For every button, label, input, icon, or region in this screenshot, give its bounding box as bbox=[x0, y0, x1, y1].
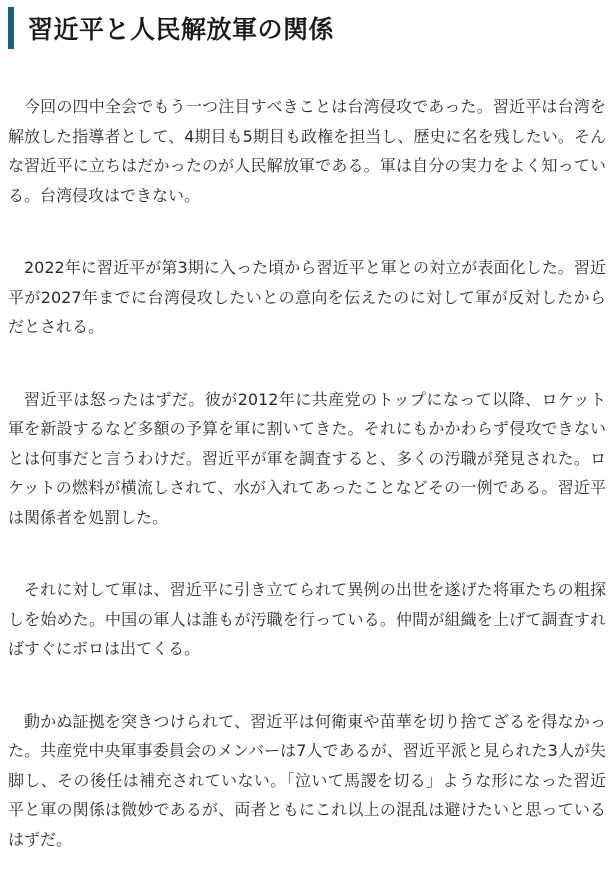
paragraph-4: それに対して軍は、習近平に引き立てられて異例の出世を遂げた将軍たちの粗探しを始めた。中国の軍人は誰もが汚職を行っている。仲間が組織を上げて調査すればすぐにボロは出てくる。 bbox=[8, 580, 606, 658]
paragraph-2: 2022年に習近平が第3期に入った頃から習近平と軍との対立が表面化した。習近平が2027年までに台湾侵攻したいとの意向を伝えたのに対して軍が反対したからだとされる。 bbox=[8, 258, 606, 336]
article-body bbox=[8, 92, 606, 854]
section-heading bbox=[8, 6, 606, 50]
paragraph-5: 動かぬ証拠を突きつけられて、習近平は何衛東や苗華を切り捨てざるを得なかった。共産党中央軍事委員会のメンバーは7人であるが、習近平派と見られた3人が失脚し、その後任は補充されていない。「泣いて馬謖を切る」ような形になった習近平と軍の関係は微妙であるが、両者ともにこれ以上の混乱は避けたいと思っているはずだ。 bbox=[8, 711, 606, 849]
article-page bbox=[0, 6, 614, 895]
paragraph-1: 今回の四中全会でもう一つ注目すべきことは台湾侵攻であった。習近平は台湾を解放した指導者として、4期目も5期目も政権を担当し、歴史に名を残したい。そんな習近平に立ちはだかったのが人民解放軍である。軍は自分の実力をよく知っている。台湾侵攻はできない。 bbox=[8, 97, 606, 205]
heading-accent-bar bbox=[8, 7, 14, 49]
paragraph-3: 習近平は怒ったはずだ。彼が2012年に共産党のトップになって以降、ロケット軍を新設するなど多額の予算を軍に割いてきた。それにもかかわらず侵攻できないとは何事だと言うわけだ。習近平が軍を調査すると、多くの汚職が発見された。ロケットの燃料が横流しされて、水が入れてあったことなどその一例である。習近平は関係者を処罰した。 bbox=[8, 389, 606, 527]
heading-title: 習近平と人民解放軍の関係 bbox=[28, 15, 335, 44]
